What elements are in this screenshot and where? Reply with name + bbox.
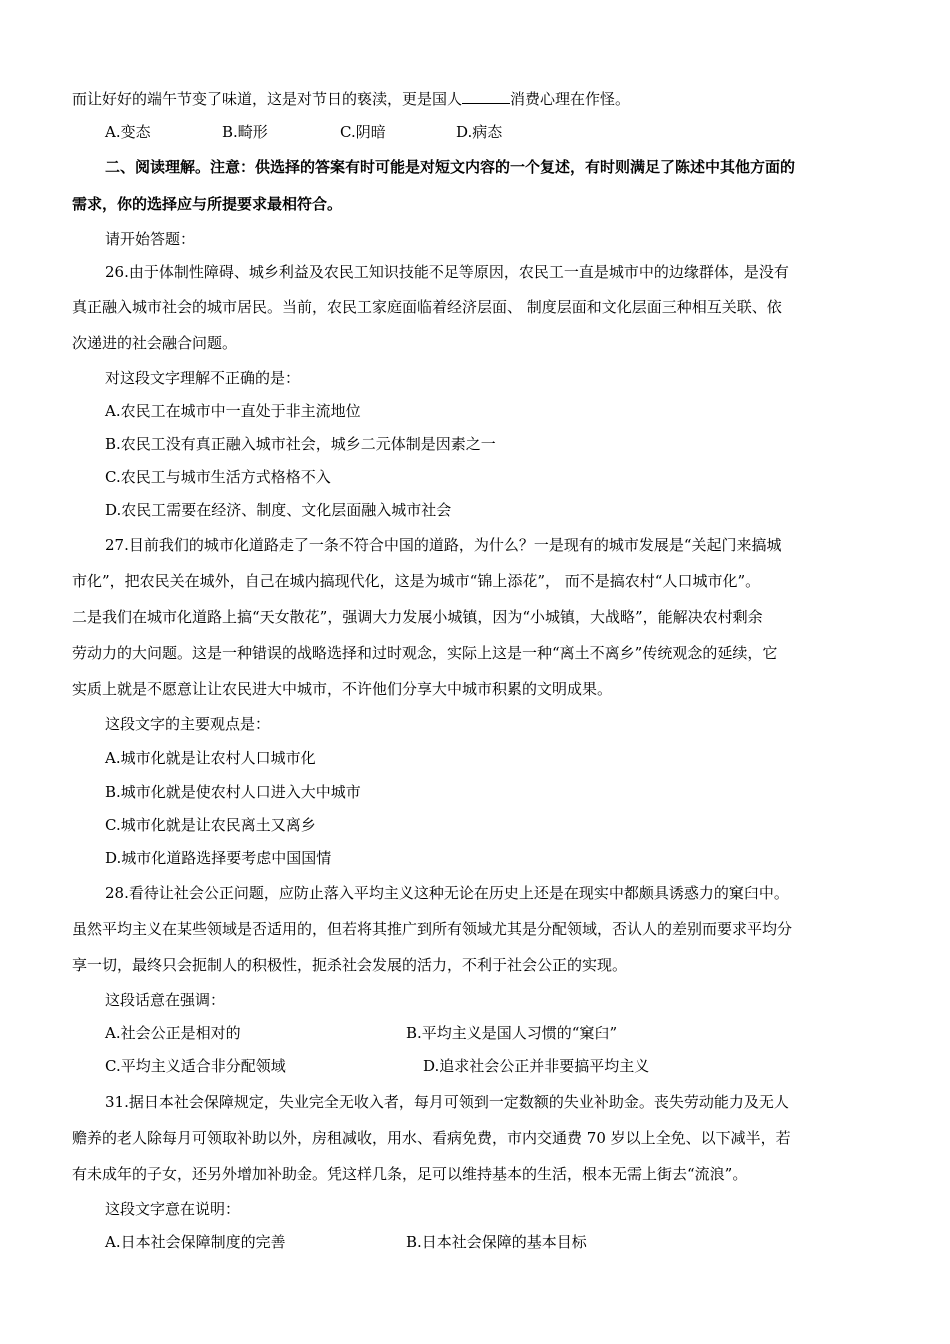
- q26-text-line: 26.由于体制性障碍、城乡利益及农民工知识技能不足等原因，农民工一直是城市中的边缘群体，是没有: [105, 263, 789, 281]
- q27-text-line: 市化”，把农民关在城外，自己在城内搞现代化，这是为城市“锦上添花”， 而不是搞农村“人口城市化”。: [72, 572, 761, 590]
- q26-option-d: D.农民工需要在经济、制度、文化层面融入城市社会: [105, 501, 452, 519]
- q27-option-c: C.城市化就是让农民离土又离乡: [105, 816, 316, 834]
- q28-prompt: 这段话意在强调：: [105, 991, 226, 1009]
- q28-option-c: C.平均主义适合非分配领域: [105, 1057, 286, 1075]
- q28-option-d: D.追求社会公正并非要搞平均主义: [423, 1057, 650, 1075]
- q31-option-a: A.日本社会保障制度的完善: [105, 1233, 286, 1251]
- start-instruction: 请开始答题：: [105, 230, 196, 248]
- stem-part-a: 而让好好的端午节变了味道，这是对节日的亵渎，更是国人: [72, 90, 463, 108]
- q26-prompt: 对这段文字理解不正确的是：: [105, 369, 301, 387]
- q31-text-line: 赡养的老人除每月可领取补助以外，房租减收，用水、看病免费，市内交通费 70 岁以上全免、以下减半，若: [72, 1129, 791, 1147]
- prev-option-b: B.畸形: [222, 123, 268, 141]
- q26-option-c: C.农民工与城市生活方式格格不入: [105, 468, 331, 486]
- q27-text-line: 27.目前我们的城市化道路走了一条不符合中国的道路，为什么？一是现有的城市发展是“关起门来搞城: [105, 536, 782, 554]
- q27-text-line: 二是我们在城市化道路上搞“天女散花”，强调大力发展小城镇，因为“小城镇，大战略”，能解决农村剩余: [72, 608, 763, 626]
- q31-text-line: 31.据日本社会保障规定，失业完全无收入者，每月可领到一定数额的失业补助金。丧失劳动能力及无人: [105, 1093, 789, 1111]
- q31-option-b: B.日本社会保障的基本目标: [406, 1233, 587, 1251]
- q31-text-line: 有未成年的子女，还另外增加补助金。凭这样几条，足可以维持基本的生活，根本无需上街去“流浪”。: [72, 1165, 748, 1183]
- q26-option-a: A.农民工在城市中一直处于非主流地位: [105, 402, 361, 420]
- q27-prompt: 这段文字的主要观点是：: [105, 715, 271, 733]
- q26-option-b: B.农民工没有真正融入城市社会，城乡二元体制是因素之一: [105, 435, 496, 453]
- q31-prompt: 这段文字意在说明：: [105, 1200, 241, 1218]
- q27-option-d: D.城市化道路选择要考虑中国国情: [105, 849, 332, 867]
- q28-text-line: 虽然平均主义在某些领域是否适用的，但若将其推广到所有领域尤其是分配领域，否认人的差别而要求平均分: [72, 920, 793, 938]
- q26-text-line: 真正融入城市社会的城市居民。当前，农民工家庭面临着经济层面、 制度层面和文化层面三种相互关联、依: [72, 298, 782, 316]
- prev-option-d: D.病态: [456, 123, 503, 141]
- prev-question-stem: [72, 89, 630, 109]
- q27-option-b: B.城市化就是使农村人口进入大中城市: [105, 783, 361, 801]
- prev-option-c: C.阴暗: [340, 123, 386, 141]
- stem-part-b: 消费心理在作怪。: [510, 90, 631, 108]
- section-heading-line2: 需求，你的选择应与所提要求最相符合。: [72, 195, 343, 213]
- answer-blank: [462, 89, 510, 104]
- section-heading-line1: 二、阅读理解。注意：供选择的答案有时可能是对短文内容的一个复述，有时则满足了陈述中其他方面的: [105, 158, 796, 176]
- q28-option-b: B.平均主义是国人习惯的“窠臼”: [406, 1024, 618, 1042]
- q28-option-a: A.社会公正是相对的: [105, 1024, 241, 1042]
- q27-text-line: 实质上就是不愿意让让农民进大中城市，不许他们分享大中城市积累的文明成果。: [72, 680, 613, 698]
- prev-option-a: A.变态: [105, 123, 151, 141]
- q27-text-line: 劳动力的大问题。这是一种错误的战略选择和过时观念，实际上这是一种“离土不离乡”传统观念的延续，它: [72, 644, 778, 662]
- q27-option-a: A.城市化就是让农村人口城市化: [105, 749, 316, 767]
- q26-text-line: 次递进的社会融合问题。: [72, 334, 238, 352]
- q28-text-line: 享一切，最终只会扼制人的积极性，扼杀社会发展的活力，不利于社会公正的实现。: [72, 956, 628, 974]
- q28-text-line: 28.看待让社会公正问题，应防止落入平均主义这种无论在历史上还是在现实中都颇具诱惑力的窠臼中。: [105, 884, 789, 902]
